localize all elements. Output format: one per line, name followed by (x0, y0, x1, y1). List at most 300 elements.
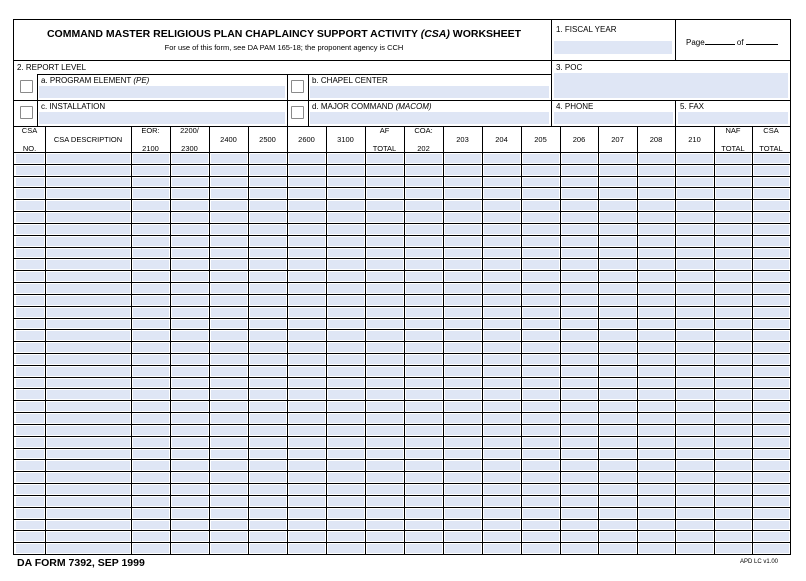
table-cell[interactable] (677, 532, 713, 541)
table-cell[interactable] (211, 320, 247, 329)
table-cell[interactable] (47, 178, 130, 187)
table-cell[interactable] (47, 201, 130, 210)
table-cell[interactable] (639, 201, 674, 210)
table-cell[interactable] (250, 308, 286, 317)
table-cell[interactable] (250, 296, 286, 305)
table-cell[interactable] (716, 249, 751, 258)
table-cell[interactable] (133, 320, 169, 329)
table-cell[interactable] (16, 284, 44, 293)
table-cell[interactable] (211, 355, 247, 364)
table-cell[interactable] (639, 296, 674, 305)
table-cell[interactable] (523, 237, 559, 246)
table-cell[interactable] (328, 154, 364, 163)
table-cell[interactable] (133, 497, 169, 506)
table-cell[interactable] (639, 249, 674, 258)
table-cell[interactable] (367, 154, 403, 163)
table-cell[interactable] (47, 473, 130, 482)
table-cell[interactable] (250, 521, 286, 530)
table-cell[interactable] (484, 225, 520, 234)
table-cell[interactable] (523, 201, 559, 210)
table-cell[interactable] (211, 178, 247, 187)
table-cell[interactable] (16, 414, 44, 423)
table-cell[interactable] (600, 402, 636, 411)
table-cell[interactable] (406, 355, 442, 364)
table-cell[interactable] (484, 189, 520, 198)
table-cell[interactable] (484, 154, 520, 163)
table-cell[interactable] (211, 296, 247, 305)
table-cell[interactable] (445, 509, 481, 518)
table-cell[interactable] (289, 284, 325, 293)
table-cell[interactable] (211, 450, 247, 459)
table-cell[interactable] (445, 201, 481, 210)
table-cell[interactable] (47, 497, 130, 506)
table-cell[interactable] (250, 260, 286, 269)
table-cell[interactable] (600, 521, 636, 530)
table-cell[interactable] (133, 237, 169, 246)
table-cell[interactable] (677, 473, 713, 482)
table-cell[interactable] (172, 521, 208, 530)
table-cell[interactable] (523, 426, 559, 435)
table-cell[interactable] (367, 331, 403, 340)
table-cell[interactable] (639, 473, 674, 482)
table-cell[interactable] (211, 473, 247, 482)
table-cell[interactable] (328, 320, 364, 329)
table-cell[interactable] (367, 225, 403, 234)
table-cell[interactable] (677, 402, 713, 411)
table-cell[interactable] (47, 521, 130, 530)
table-cell[interactable] (16, 367, 44, 376)
table-cell[interactable] (716, 461, 751, 470)
table-cell[interactable] (172, 320, 208, 329)
table-cell[interactable] (406, 284, 442, 293)
table-cell[interactable] (47, 225, 130, 234)
table-cell[interactable] (328, 272, 364, 281)
table-cell[interactable] (367, 343, 403, 352)
table-cell[interactable] (172, 379, 208, 388)
table-cell[interactable] (484, 213, 520, 222)
table-cell[interactable] (639, 237, 674, 246)
table-cell[interactable] (677, 544, 713, 553)
table-cell[interactable] (677, 521, 713, 530)
table-cell[interactable] (250, 390, 286, 399)
table-cell[interactable] (328, 260, 364, 269)
table-cell[interactable] (600, 272, 636, 281)
table-cell[interactable] (16, 189, 44, 198)
table-cell[interactable] (523, 296, 559, 305)
table-cell[interactable] (133, 213, 169, 222)
table-cell[interactable] (445, 367, 481, 376)
table-cell[interactable] (16, 473, 44, 482)
table-cell[interactable] (328, 450, 364, 459)
table-cell[interactable] (484, 390, 520, 399)
table-cell[interactable] (445, 426, 481, 435)
table-cell[interactable] (406, 367, 442, 376)
table-cell[interactable] (250, 426, 286, 435)
table-cell[interactable] (639, 497, 674, 506)
table-cell[interactable] (47, 367, 130, 376)
table-cell[interactable] (639, 355, 674, 364)
table-cell[interactable] (406, 260, 442, 269)
table-cell[interactable] (250, 154, 286, 163)
table-cell[interactable] (250, 284, 286, 293)
table-cell[interactable] (754, 379, 789, 388)
table-cell[interactable] (445, 320, 481, 329)
table-cell[interactable] (754, 461, 789, 470)
table-cell[interactable] (600, 249, 636, 258)
table-cell[interactable] (523, 367, 559, 376)
table-cell[interactable] (47, 485, 130, 494)
table-cell[interactable] (47, 379, 130, 388)
table-cell[interactable] (47, 320, 130, 329)
table-cell[interactable] (716, 343, 751, 352)
table-cell[interactable] (16, 178, 44, 187)
table-cell[interactable] (562, 509, 597, 518)
table-cell[interactable] (47, 272, 130, 281)
table-cell[interactable] (754, 260, 789, 269)
table-cell[interactable] (211, 390, 247, 399)
table-cell[interactable] (484, 308, 520, 317)
table-cell[interactable] (677, 296, 713, 305)
table-cell[interactable] (172, 509, 208, 518)
table-cell[interactable] (600, 497, 636, 506)
table-cell[interactable] (172, 260, 208, 269)
table-cell[interactable] (250, 532, 286, 541)
table-cell[interactable] (445, 154, 481, 163)
table-cell[interactable] (47, 450, 130, 459)
table-cell[interactable] (716, 521, 751, 530)
table-cell[interactable] (716, 485, 751, 494)
table-cell[interactable] (523, 532, 559, 541)
table-cell[interactable] (600, 213, 636, 222)
table-cell[interactable] (289, 497, 325, 506)
table-cell[interactable] (133, 509, 169, 518)
table-cell[interactable] (484, 355, 520, 364)
table-cell[interactable] (16, 390, 44, 399)
table-cell[interactable] (406, 331, 442, 340)
table-cell[interactable] (328, 343, 364, 352)
table-cell[interactable] (716, 497, 751, 506)
table-cell[interactable] (406, 379, 442, 388)
table-cell[interactable] (406, 154, 442, 163)
table-cell[interactable] (754, 473, 789, 482)
table-cell[interactable] (172, 154, 208, 163)
table-cell[interactable] (328, 544, 364, 553)
table-cell[interactable] (211, 414, 247, 423)
table-cell[interactable] (600, 485, 636, 494)
table-cell[interactable] (133, 402, 169, 411)
table-cell[interactable] (47, 532, 130, 541)
table-cell[interactable] (600, 544, 636, 553)
table-cell[interactable] (523, 497, 559, 506)
table-cell[interactable] (562, 225, 597, 234)
table-cell[interactable] (250, 367, 286, 376)
table-cell[interactable] (639, 390, 674, 399)
table-cell[interactable] (754, 438, 789, 447)
table-cell[interactable] (367, 438, 403, 447)
table-cell[interactable] (367, 296, 403, 305)
table-cell[interactable] (562, 485, 597, 494)
table-cell[interactable] (289, 272, 325, 281)
table-cell[interactable] (211, 331, 247, 340)
table-cell[interactable] (406, 450, 442, 459)
table-cell[interactable] (484, 402, 520, 411)
table-cell[interactable] (716, 402, 751, 411)
table-cell[interactable] (639, 154, 674, 163)
table-cell[interactable] (445, 390, 481, 399)
table-cell[interactable] (445, 402, 481, 411)
table-cell[interactable] (677, 178, 713, 187)
table-cell[interactable] (677, 260, 713, 269)
table-cell[interactable] (716, 178, 751, 187)
table-cell[interactable] (639, 367, 674, 376)
table-cell[interactable] (716, 166, 751, 175)
table-cell[interactable] (47, 414, 130, 423)
table-cell[interactable] (484, 331, 520, 340)
table-cell[interactable] (406, 414, 442, 423)
table-cell[interactable] (16, 355, 44, 364)
table-cell[interactable] (406, 343, 442, 352)
table-cell[interactable] (754, 414, 789, 423)
table-cell[interactable] (211, 461, 247, 470)
table-cell[interactable] (47, 402, 130, 411)
table-cell[interactable] (16, 497, 44, 506)
table-cell[interactable] (677, 497, 713, 506)
table-cell[interactable] (445, 532, 481, 541)
program-element-checkbox[interactable] (20, 80, 33, 93)
table-cell[interactable] (677, 201, 713, 210)
table-cell[interactable] (600, 225, 636, 234)
table-cell[interactable] (677, 320, 713, 329)
table-cell[interactable] (47, 438, 130, 447)
table-cell[interactable] (16, 249, 44, 258)
table-cell[interactable] (367, 532, 403, 541)
table-cell[interactable] (754, 509, 789, 518)
table-cell[interactable] (250, 497, 286, 506)
table-cell[interactable] (754, 237, 789, 246)
table-cell[interactable] (367, 284, 403, 293)
table-cell[interactable] (754, 485, 789, 494)
table-cell[interactable] (600, 284, 636, 293)
table-cell[interactable] (47, 260, 130, 269)
table-cell[interactable] (484, 485, 520, 494)
table-cell[interactable] (406, 249, 442, 258)
table-cell[interactable] (562, 461, 597, 470)
table-cell[interactable] (639, 461, 674, 470)
table-cell[interactable] (250, 450, 286, 459)
table-cell[interactable] (47, 355, 130, 364)
table-cell[interactable] (600, 379, 636, 388)
table-cell[interactable] (133, 225, 169, 234)
table-cell[interactable] (172, 201, 208, 210)
table-cell[interactable] (47, 213, 130, 222)
table-cell[interactable] (16, 485, 44, 494)
table-cell[interactable] (716, 296, 751, 305)
table-cell[interactable] (562, 213, 597, 222)
table-cell[interactable] (562, 379, 597, 388)
table-cell[interactable] (289, 343, 325, 352)
table-cell[interactable] (639, 379, 674, 388)
table-cell[interactable] (639, 260, 674, 269)
table-cell[interactable] (16, 379, 44, 388)
table-cell[interactable] (677, 284, 713, 293)
table-cell[interactable] (367, 367, 403, 376)
table-cell[interactable] (47, 296, 130, 305)
major-command-checkbox[interactable] (291, 106, 304, 119)
table-cell[interactable] (289, 189, 325, 198)
table-cell[interactable] (133, 426, 169, 435)
table-cell[interactable] (133, 379, 169, 388)
table-cell[interactable] (523, 473, 559, 482)
table-cell[interactable] (172, 367, 208, 376)
table-cell[interactable] (406, 201, 442, 210)
table-cell[interactable] (639, 166, 674, 175)
table-cell[interactable] (523, 485, 559, 494)
table-cell[interactable] (289, 213, 325, 222)
table-cell[interactable] (600, 438, 636, 447)
table-cell[interactable] (600, 355, 636, 364)
table-cell[interactable] (211, 367, 247, 376)
table-cell[interactable] (562, 331, 597, 340)
table-cell[interactable] (445, 213, 481, 222)
table-cell[interactable] (133, 201, 169, 210)
table-cell[interactable] (716, 450, 751, 459)
table-cell[interactable] (562, 438, 597, 447)
table-cell[interactable] (600, 450, 636, 459)
table-cell[interactable] (172, 343, 208, 352)
table-cell[interactable] (523, 189, 559, 198)
table-cell[interactable] (289, 331, 325, 340)
table-cell[interactable] (289, 532, 325, 541)
table-cell[interactable] (133, 461, 169, 470)
table-cell[interactable] (562, 390, 597, 399)
table-cell[interactable] (716, 355, 751, 364)
table-cell[interactable] (250, 438, 286, 447)
table-cell[interactable] (562, 189, 597, 198)
table-cell[interactable] (133, 343, 169, 352)
table-cell[interactable] (406, 272, 442, 281)
table-cell[interactable] (47, 544, 130, 553)
table-cell[interactable] (445, 544, 481, 553)
table-cell[interactable] (172, 296, 208, 305)
table-cell[interactable] (716, 438, 751, 447)
table-cell[interactable] (523, 260, 559, 269)
table-cell[interactable] (406, 497, 442, 506)
table-cell[interactable] (133, 532, 169, 541)
table-cell[interactable] (328, 521, 364, 530)
table-cell[interactable] (716, 367, 751, 376)
table-cell[interactable] (47, 237, 130, 246)
table-cell[interactable] (677, 390, 713, 399)
table-cell[interactable] (133, 521, 169, 530)
table-cell[interactable] (716, 414, 751, 423)
table-cell[interactable] (600, 331, 636, 340)
table-cell[interactable] (754, 249, 789, 258)
table-cell[interactable] (716, 284, 751, 293)
table-cell[interactable] (133, 331, 169, 340)
table-cell[interactable] (328, 438, 364, 447)
table-cell[interactable] (406, 390, 442, 399)
table-cell[interactable] (484, 450, 520, 459)
table-cell[interactable] (716, 201, 751, 210)
table-cell[interactable] (211, 497, 247, 506)
table-cell[interactable] (484, 237, 520, 246)
table-cell[interactable] (289, 355, 325, 364)
table-cell[interactable] (172, 426, 208, 435)
table-cell[interactable] (16, 296, 44, 305)
table-cell[interactable] (211, 402, 247, 411)
table-cell[interactable] (406, 461, 442, 470)
table-cell[interactable] (639, 178, 674, 187)
table-cell[interactable] (289, 485, 325, 494)
table-cell[interactable] (677, 450, 713, 459)
table-cell[interactable] (484, 438, 520, 447)
table-cell[interactable] (445, 414, 481, 423)
table-cell[interactable] (16, 320, 44, 329)
table-cell[interactable] (172, 390, 208, 399)
table-cell[interactable] (562, 284, 597, 293)
table-cell[interactable] (328, 473, 364, 482)
table-cell[interactable] (445, 355, 481, 364)
table-cell[interactable] (250, 320, 286, 329)
table-cell[interactable] (172, 355, 208, 364)
table-cell[interactable] (289, 426, 325, 435)
table-cell[interactable] (406, 225, 442, 234)
page-number-field[interactable] (705, 36, 735, 45)
table-cell[interactable] (677, 461, 713, 470)
table-cell[interactable] (716, 390, 751, 399)
table-cell[interactable] (367, 497, 403, 506)
table-cell[interactable] (677, 189, 713, 198)
table-cell[interactable] (133, 438, 169, 447)
table-cell[interactable] (47, 154, 130, 163)
table-cell[interactable] (523, 225, 559, 234)
table-cell[interactable] (289, 438, 325, 447)
table-cell[interactable] (289, 509, 325, 518)
table-cell[interactable] (600, 237, 636, 246)
page-total-field[interactable] (746, 36, 778, 45)
table-cell[interactable] (484, 379, 520, 388)
table-cell[interactable] (211, 438, 247, 447)
table-cell[interactable] (484, 343, 520, 352)
table-cell[interactable] (716, 379, 751, 388)
table-cell[interactable] (562, 532, 597, 541)
table-cell[interactable] (445, 189, 481, 198)
table-cell[interactable] (289, 308, 325, 317)
table-cell[interactable] (445, 485, 481, 494)
table-cell[interactable] (754, 450, 789, 459)
table-cell[interactable] (133, 284, 169, 293)
table-cell[interactable] (250, 225, 286, 234)
table-cell[interactable] (716, 213, 751, 222)
table-cell[interactable] (250, 178, 286, 187)
table-cell[interactable] (716, 473, 751, 482)
table-cell[interactable] (523, 284, 559, 293)
table-cell[interactable] (754, 154, 789, 163)
table-cell[interactable] (172, 213, 208, 222)
table-cell[interactable] (716, 237, 751, 246)
table-cell[interactable] (600, 473, 636, 482)
table-cell[interactable] (600, 201, 636, 210)
table-cell[interactable] (47, 390, 130, 399)
table-cell[interactable] (445, 296, 481, 305)
table-cell[interactable] (754, 178, 789, 187)
table-cell[interactable] (639, 414, 674, 423)
table-cell[interactable] (328, 331, 364, 340)
table-cell[interactable] (211, 249, 247, 258)
table-cell[interactable] (484, 284, 520, 293)
table-cell[interactable] (172, 237, 208, 246)
table-cell[interactable] (523, 249, 559, 258)
